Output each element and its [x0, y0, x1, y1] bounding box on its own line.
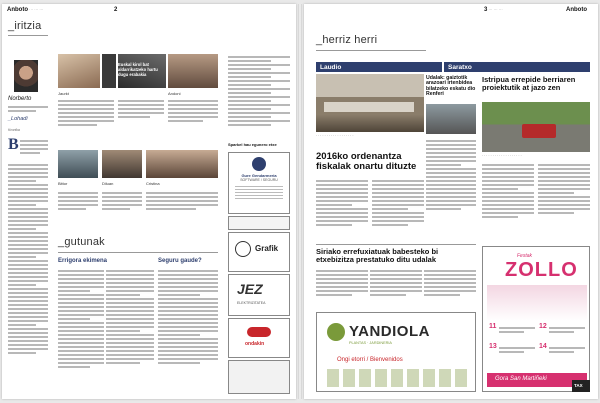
letter-1-col-1 [58, 268, 104, 394]
columnist-name: Norberto [8, 96, 32, 102]
section-herriz-herri: _herriz herri [316, 34, 378, 46]
ad-yandiola[interactable] [316, 312, 476, 392]
reader-photo-5 [58, 150, 98, 178]
ad-grafik-name: Grafik [255, 244, 279, 253]
ad-zollo-day-1: 11 [489, 323, 497, 330]
reader-text-3 [168, 98, 218, 142]
ad-zollo-title: ZOLLO [505, 259, 578, 281]
siriako-col-1 [316, 268, 368, 308]
ad-zollo-footer: Gora San Martiñeki [487, 373, 587, 387]
herriz-rule [316, 50, 426, 51]
ordenantza-col-1 [316, 178, 368, 240]
ad-bottom [228, 360, 290, 394]
accident-photo [482, 102, 590, 152]
subscribe-label: Sparkel hau egunero etxe [228, 142, 277, 147]
ad-yandiola-sub: PLANTAS · JARDINERIA [349, 341, 392, 345]
gutunak-rule [58, 252, 218, 253]
reader-text-6 [102, 190, 142, 230]
reader-text-7 [146, 190, 218, 230]
section-iritzia: _iritzia [8, 20, 42, 32]
column-body-text [8, 162, 48, 394]
band-saratxo: Saratxo [444, 62, 590, 72]
reader-photo-7 [146, 150, 218, 178]
headline-ordenantza: 2016ko ordenantza fiskalak onartu dituzte [316, 151, 417, 172]
istripua-col-1 [482, 162, 534, 242]
headline-siriako: Siriako errefuxiatuak babesteko bi etxebizitza prestatuko ditu udalak [316, 247, 439, 264]
ad-zollo[interactable] [482, 246, 590, 392]
ad-gure[interactable] [228, 152, 290, 214]
ad-yandiola-tag: Ongi etorri / Bienvenidos [337, 357, 403, 363]
letter-2-title: Seguru gaude? [158, 258, 202, 264]
right-folio-brand: Anboto [566, 7, 587, 13]
ad-jez-sub: ELEKTRIZITATEA [237, 301, 266, 305]
renfe-text [426, 138, 476, 236]
reader-name-1: Jaurkt [58, 91, 69, 96]
reader-name-5: Bittor [58, 181, 68, 186]
left-folio: Anboto ··· ··· ··· [7, 7, 44, 13]
ad-yandiola-plants [327, 369, 467, 387]
letter-1-col-2 [106, 268, 154, 394]
ad-tax[interactable]: TAX [572, 380, 590, 392]
meeting-photo [316, 74, 424, 132]
band-laudio: Laudio [316, 62, 442, 72]
columnist-column: _Lohadi [8, 116, 28, 122]
ad-gure-logo-icon [252, 157, 266, 171]
reader-text-2 [118, 98, 164, 142]
ad-zollo-day-4: 14 [539, 343, 547, 350]
reader-photo-4 [168, 54, 218, 88]
reader-photo-2 [102, 54, 116, 88]
column-lead-text [20, 138, 48, 160]
ad-gure-name: Gure Gendarmeria [241, 173, 277, 178]
left-page-number: 2 [114, 7, 118, 13]
ad-zollo-pre: Festak [517, 253, 533, 259]
ad-jez[interactable] [228, 274, 290, 316]
reader-photo-1 [58, 54, 100, 88]
ad-strip [228, 216, 290, 230]
left-folio-brand: Anboto [7, 7, 28, 13]
reader-text-1 [58, 98, 114, 142]
reader-name-4: Andoni [168, 91, 181, 96]
reader-photo-6 [102, 150, 142, 178]
headline-renfe: Udalak: gaiztotik arazoari irtenbidea bilatzeko eskatu dio Renferi [426, 75, 476, 98]
ad-ondakin-logo-icon [247, 327, 271, 337]
page-spine [298, 4, 302, 399]
ad-yandiola-leaf-icon [327, 323, 345, 341]
section-rule [8, 35, 48, 36]
ad-zollo-day-2: 12 [539, 323, 547, 330]
reader-name-6: Diluan [102, 181, 114, 186]
ad-yandiola-name: YANDIOLA [349, 323, 430, 340]
ordenantza-col-2 [372, 178, 424, 240]
istripua-col-2 [538, 162, 590, 242]
reader-text-5 [58, 190, 98, 230]
video-quote: Euskal kirol bat aldarrikatzeko hartu dugu erabakia [118, 62, 158, 77]
meeting-caption: · · · · · · · · · · · · · · · · · · [316, 134, 354, 138]
station-photo [426, 104, 476, 134]
right-folio [566, 7, 587, 13]
columnist-photo [14, 60, 38, 92]
column-kicker: Kronika [8, 128, 20, 132]
right-page-number: 3 ··· ··· ··· [484, 7, 503, 13]
left-page [2, 4, 296, 399]
ad-zollo-day-3: 13 [489, 343, 497, 350]
ad-ondakin[interactable] [228, 318, 290, 358]
ad-gure-lines [235, 185, 283, 199]
drop-cap: B [8, 136, 19, 153]
credits-box [228, 54, 290, 140]
accident-caption: · · · · · · · · · · · · · · · · · · · [482, 154, 522, 158]
ad-ondakin-name: ondakin [245, 341, 265, 347]
reader-name-7: Cristina [146, 181, 160, 186]
section-gutunak: _gutunak [58, 236, 105, 248]
letter-1-title: Errigora ekimena [58, 258, 108, 264]
headline-istripua: Istripua errepide berriaren proiektutik at jazo zen [482, 75, 576, 92]
siriako-col-2 [370, 268, 422, 308]
ad-zollo-illustration [487, 285, 587, 321]
ad-jez-name: JEZ [237, 281, 263, 297]
ad-gure-sub: SOFTWARE / SEGURU [240, 178, 278, 182]
columnist-bio [8, 104, 48, 112]
ad-grafik[interactable] [228, 232, 290, 272]
right-page [304, 4, 598, 399]
siriako-rule [316, 244, 476, 245]
letter-2-text [158, 268, 218, 394]
ad-grafik-logo-icon [235, 241, 251, 257]
siriako-col-3 [424, 268, 476, 308]
